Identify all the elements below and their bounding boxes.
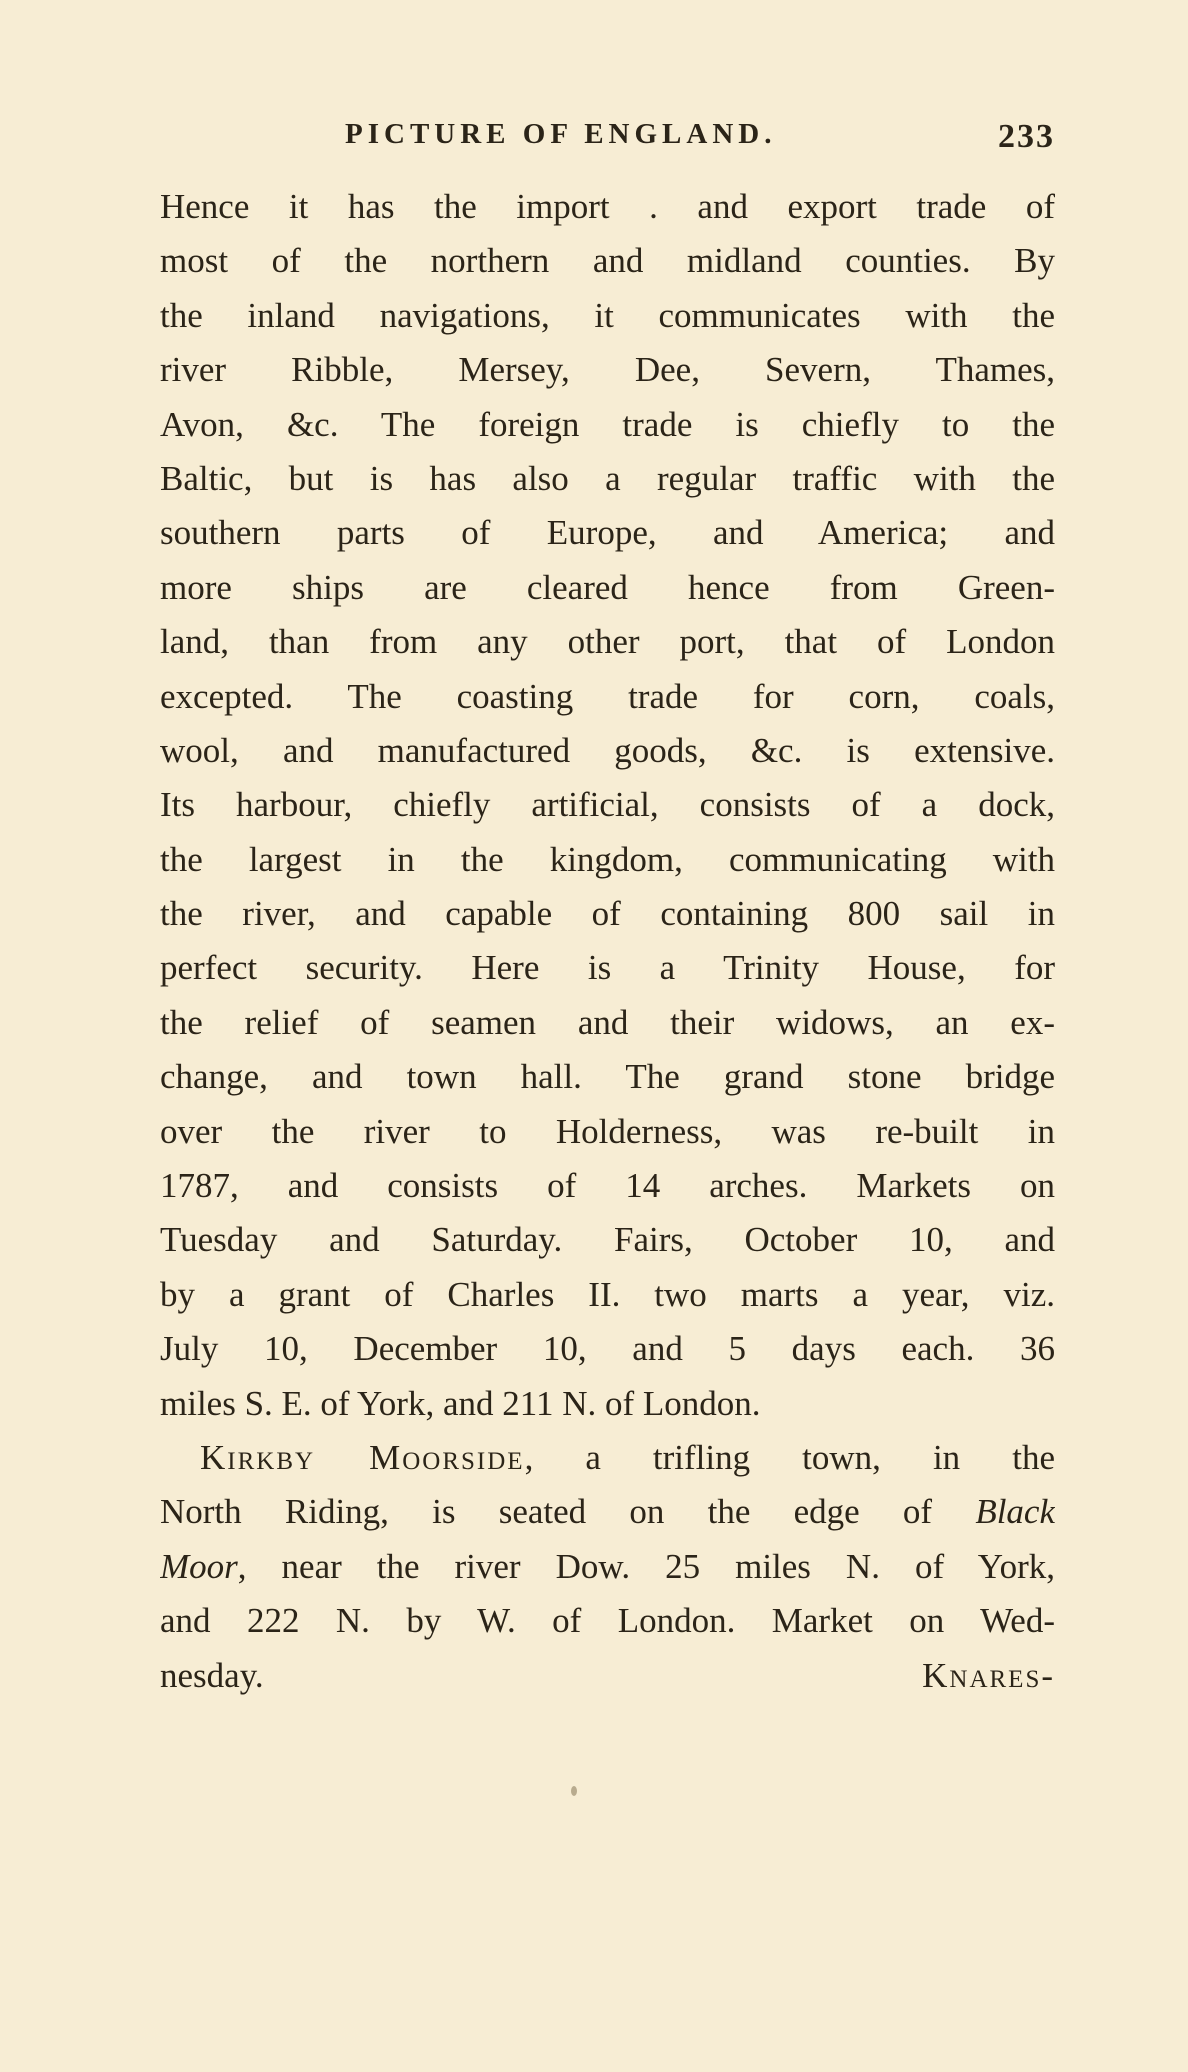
running-title: PICTURE OF ENGLAND. [345,118,777,150]
text-line: more ships are cleared hence from Green- [160,567,1055,607]
text-line: July 10, December 10, and 5 days each. 36 [160,1329,1055,1369]
paper-speck [571,1786,577,1796]
running-header [160,118,1055,158]
text-line: Its harbour, chiefly artificial, consists of a dock, [160,785,1055,825]
text-line: 1787, and consists of 14 arches. Markets on [160,1166,1055,1206]
text-line: excepted. The coasting trade for corn, coals, [160,676,1055,716]
text-fragment: , near the river Dow. 25 miles N. of York, [237,1546,1055,1586]
text-line: Tuesday and Saturday. Fairs, October 10, and [160,1220,1055,1260]
text-line: the inland navigations, it communicates with the [160,295,1055,335]
italic-text: Black [975,1492,1055,1532]
text-line [160,1540,1055,1594]
entry-opening-line [160,1431,1055,1485]
text-line: Baltic, but is has also a regular traffic with the [160,458,1055,498]
text-line: land, than from any other port, that of London [160,622,1055,662]
text-line [160,1485,1055,1539]
text-line: river Ribble, Mersey, Dee, Severn, Thames, [160,350,1055,390]
text-line: most of the northern and midland counties. By [160,241,1055,281]
text-line: the relief of seamen and their widows, an ex- [160,1002,1055,1042]
text-line: and 222 N. by W. of London. Market on Wed- [160,1601,1055,1641]
text-line: perfect security. Here is a Trinity House, for [160,948,1055,988]
text-line: Hence it has the import . and export trade of [160,187,1055,226]
place-name: Kirkby Moorside [200,1437,525,1477]
text-fragment: , a trifling town, in the [524,1437,1055,1477]
text-line: miles S. E. of York, and 211 N. of London. [160,1383,761,1423]
text-line: over the river to Holderness, was re-built in [160,1111,1055,1151]
body-text [160,180,1055,1703]
text-line: the largest in the kingdom, communicating with [160,839,1055,879]
italic-text: Moor [160,1546,238,1586]
text-fragment: nesday. [160,1655,264,1695]
final-line [160,1649,1055,1703]
text-line: the river, and capable of containing 800 sail in [160,894,1055,934]
page-number: 233 [998,118,1055,155]
text-line: by a grant of Charles II. two marts a year, viz. [160,1274,1055,1314]
text-line: Avon, &c. The foreign trade is chiefly to the [160,404,1055,444]
text-line: change, and town hall. The grand stone bridge [160,1057,1055,1097]
text-line: wool, and manufactured goods, &c. is extensive. [160,730,1055,770]
text-line: southern parts of Europe, and America; and [160,513,1055,553]
catchword: Knares- [922,1655,1055,1695]
text-fragment: North Riding, is seated on the edge of [160,1492,933,1532]
